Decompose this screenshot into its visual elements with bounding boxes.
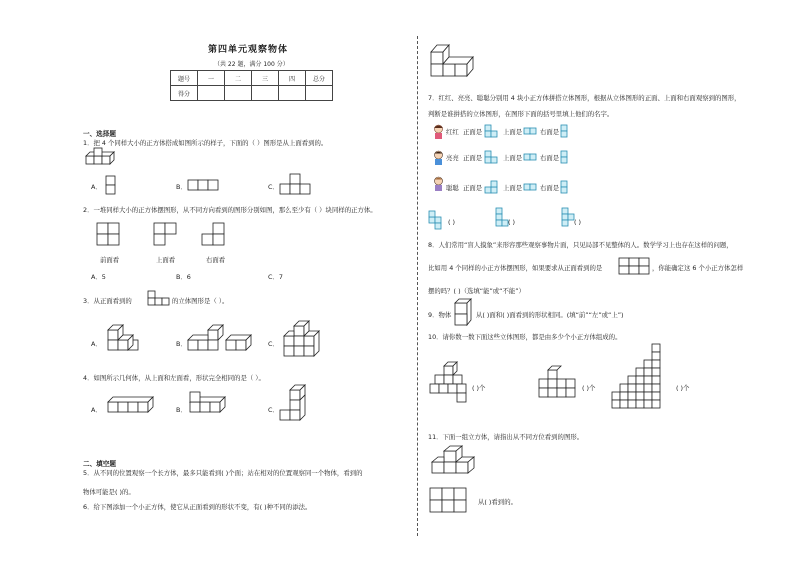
q7-front-shape <box>484 150 498 164</box>
q7-front-label: 正面是 <box>463 128 483 136</box>
girl-avatar-icon <box>432 124 445 139</box>
q7-name-liangliang: 亮亮 <box>446 154 459 162</box>
question-7-line-1: 7．红红、亮亮、聪聪分别用 4 块小正方体拼搭立体图形，根据从立体图形的正面、上面和右面观察到的图形， <box>428 94 741 102</box>
q7-right-label: 右面是 <box>540 128 560 136</box>
question-1-text: 1．把 4 个同样大小的正方体搭成如图所示的样子，下面的（ ）图形是从上面看到的。 <box>83 139 328 147</box>
q1-option-b-label: B． <box>176 183 187 191</box>
q2-front-view-figure <box>95 221 123 249</box>
q1-cube-figure <box>84 150 120 170</box>
question-11-text: 11．下面一组立方体，请指出从不同方位看到的图形。 <box>428 433 584 441</box>
q7-answer-blank-3[interactable]: ( ) <box>574 218 582 226</box>
q7-front-label: 正面是 <box>463 154 483 162</box>
q7-right-label: 右面是 <box>540 184 560 192</box>
q10-figure-1 <box>428 360 474 406</box>
question-8-line-2-post: ，你能确定这 6 个小正方体怎样 <box>652 264 744 272</box>
q7-right-shape <box>560 124 570 138</box>
q7-answer-blank-2[interactable]: ( ) <box>508 218 516 226</box>
boy-avatar-icon <box>432 150 445 165</box>
q2-right-view-figure <box>200 221 230 249</box>
q7-front-shape <box>484 180 504 194</box>
question-5-line-2: 物体可能是( )的。 <box>83 488 135 496</box>
q3-option-b-figure <box>186 322 256 362</box>
question-6-text: 6．给下图添加一个小正方体，使它从正面看到的形状不变，有( )种不同的添法。 <box>83 503 312 511</box>
q3-option-c-label: C． <box>268 340 279 348</box>
q1-option-c-label: C． <box>268 183 279 191</box>
question-10-text: 10．请你数一数下面这些立体图形，都是由多少个小正方体组成的。 <box>428 333 622 341</box>
q7-top-label: 上面是 <box>503 154 523 162</box>
q1-option-b-figure <box>186 178 222 192</box>
q4-option-a-label: A． <box>91 406 102 414</box>
question-8-line-1: 8．人们常用“盲人摸象”来形容那些观察事物片面，只见局部不见整体的人。数学学习上也存在这样的问题， <box>428 241 733 249</box>
section-fill-heading: 二、填空题 <box>83 460 116 468</box>
score-cell[interactable] <box>198 86 225 101</box>
question-7-line-2: 判断是谁拼搭的立体图形，在图形下面的括号里填上他们的名字。 <box>428 110 614 118</box>
child-avatar-icon <box>432 176 445 191</box>
q7-name-congcong: 聪聪 <box>446 184 459 192</box>
question-9-pre: 9．物体 <box>428 311 452 319</box>
q3-option-b-label: B． <box>176 340 187 348</box>
page-title: 第四单元观察物体 <box>208 45 289 55</box>
q3-option-c-figure <box>280 318 330 362</box>
q3-option-a-label: A． <box>91 340 102 348</box>
question-3-text-pre: 3．从正面看到的 <box>83 297 132 305</box>
q8-front-view-figure <box>618 256 652 276</box>
score-header-cell: 一 <box>198 71 225 86</box>
score-header-cell: 题号 <box>171 71 198 86</box>
question-9-post: 从( )面和( )面看到的形状相同。(填“前”“左”或“上”) <box>476 311 624 319</box>
q1-option-a-label: A． <box>91 183 102 191</box>
score-header-cell: 三 <box>252 71 279 86</box>
q6-cube-figure <box>428 40 488 90</box>
q2-option-b: B．6 <box>176 273 191 281</box>
cube-stack <box>86 148 114 164</box>
q7-front-label: 正面是 <box>463 184 483 192</box>
q10-answer-blank-3[interactable]: ( )个 <box>676 384 690 392</box>
q1-option-c-figure <box>278 172 314 196</box>
q7-right-shape <box>560 180 570 194</box>
q7-right-shape <box>560 150 570 164</box>
score-table <box>170 70 333 101</box>
question-4-text: 4．如图所示几何体，从上面和左面看，形状完全相同的是（ ）。 <box>83 374 265 382</box>
q4-option-c-figure <box>278 384 318 432</box>
question-5-line-1: 5．从不同的位置观察一个长方体，最多只能看到( )个面；站在相对的位置观察同一个物体，看到的 <box>83 469 363 477</box>
score-header-cell: 二 <box>225 71 252 86</box>
score-table-header-row <box>171 71 333 86</box>
page-subtitle: （共 22 题，满分 100 分） <box>214 61 289 68</box>
q11-cube-figure <box>430 444 490 484</box>
q10-answer-blank-1[interactable]: ( )个 <box>472 384 486 392</box>
q3-front-view-figure <box>146 290 172 308</box>
q2-option-c: C．7 <box>268 273 283 281</box>
score-cell[interactable] <box>306 86 333 101</box>
q4-option-b-label: B． <box>176 406 187 414</box>
score-cell[interactable] <box>225 86 252 101</box>
section-choice-heading: 一、选择题 <box>83 130 116 138</box>
q2-right-view-label: 右面看 <box>206 256 226 264</box>
score-header-cell: 总分 <box>306 71 333 86</box>
q7-answer-figure-1 <box>428 208 450 230</box>
q2-top-view-figure <box>152 221 180 249</box>
score-cell[interactable] <box>252 86 279 101</box>
q3-option-a-figure <box>106 322 146 362</box>
column-divider <box>417 36 418 536</box>
q7-front-shape <box>484 124 498 138</box>
score-row-label: 得分 <box>171 86 198 101</box>
q10-answer-blank-2[interactable]: ( )个 <box>582 384 596 392</box>
q9-object-figure <box>454 298 474 328</box>
q2-top-view-label: 上面看 <box>156 256 176 264</box>
q10-figure-3 <box>612 340 672 420</box>
q11-view-figure <box>428 486 478 516</box>
q7-top-label: 上面是 <box>503 128 523 136</box>
q4-option-b-figure <box>188 392 238 422</box>
q2-front-view-label: 前面看 <box>100 256 120 264</box>
q4-option-c-label: C． <box>268 406 279 414</box>
score-header-cell: 四 <box>279 71 306 86</box>
q7-answer-blank-1[interactable]: ( ) <box>448 218 456 226</box>
question-8-line-2-pre: 比如用 4 个同样的小正方体摆图形，如果要求从正面看到的是 <box>428 264 603 272</box>
q2-option-a: A．5 <box>91 273 106 281</box>
question-8-line-3: 摆的吗？( )（选填“能”或“不能”） <box>428 287 525 295</box>
question-3-text-post: 的立体图形是（ ）。 <box>172 297 229 305</box>
q11-answer[interactable]: 从( )看到的。 <box>478 498 517 506</box>
q1-option-a-figure <box>104 174 118 198</box>
q7-right-label: 右面是 <box>540 154 560 162</box>
q4-option-a-figure <box>106 394 166 420</box>
score-table-score-row <box>171 86 333 101</box>
question-2-text: 2．一堆同样大小的正方体摆图形，从不同方向看到的图形分别如图，那么至少有（ ）块同样的正方体。 <box>83 206 377 214</box>
score-cell[interactable] <box>279 86 306 101</box>
q7-top-label: 上面是 <box>503 184 523 192</box>
q7-name-honghong: 红红 <box>446 128 459 136</box>
